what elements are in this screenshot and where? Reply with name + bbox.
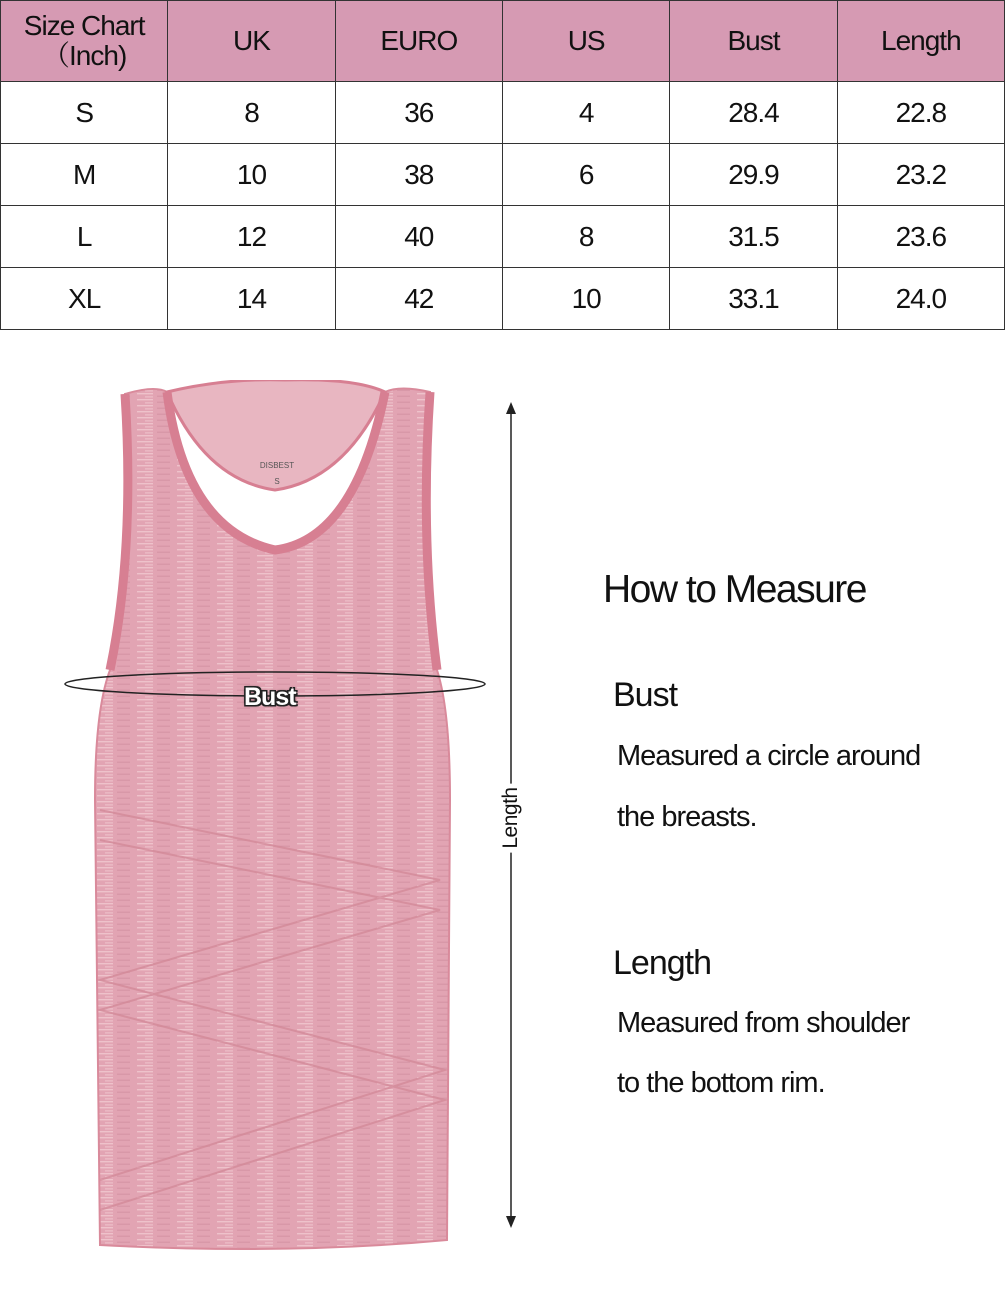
cell-size: M xyxy=(1,144,168,206)
bust-description-line1: Measured a circle around xyxy=(617,740,921,772)
cell-length: 22.8 xyxy=(837,82,1004,144)
length-label: Length xyxy=(499,783,523,852)
cell-bust: 28.4 xyxy=(670,82,837,144)
table-header-row xyxy=(1,1,1005,82)
cell-uk: 8 xyxy=(168,82,335,144)
cell-us: 4 xyxy=(502,82,669,144)
table-row xyxy=(1,268,1005,330)
cell-uk: 12 xyxy=(168,206,335,268)
cell-bust: 29.9 xyxy=(670,144,837,206)
tank-top-illustration xyxy=(55,380,535,1260)
table-row xyxy=(1,82,1005,144)
cell-us: 6 xyxy=(502,144,669,206)
header-size-chart-line1: Size Chart xyxy=(23,10,145,41)
cell-uk: 14 xyxy=(168,268,335,330)
how-to-measure-title: How to Measure xyxy=(603,568,866,611)
cell-bust: 33.1 xyxy=(670,268,837,330)
bust-label: Bust xyxy=(244,683,296,711)
length-description-line2: to the bottom rim. xyxy=(617,1067,825,1099)
header-length: Length xyxy=(837,1,1004,82)
cell-uk: 10 xyxy=(168,144,335,206)
header-uk: UK xyxy=(168,1,335,82)
cell-us: 8 xyxy=(502,206,669,268)
header-size-chart-line2: （Inch) xyxy=(42,40,127,71)
table-row xyxy=(1,144,1005,206)
bust-heading: Bust xyxy=(613,676,678,714)
cell-length: 23.6 xyxy=(837,206,1004,268)
cell-size: XL xyxy=(1,268,168,330)
cell-length: 24.0 xyxy=(837,268,1004,330)
cell-size: S xyxy=(1,82,168,144)
header-size-chart xyxy=(1,1,168,82)
cell-bust: 31.5 xyxy=(670,206,837,268)
table-row xyxy=(1,206,1005,268)
length-heading: Length xyxy=(613,944,711,982)
cell-euro: 42 xyxy=(335,268,502,330)
cell-us: 10 xyxy=(502,268,669,330)
header-euro: EURO xyxy=(335,1,502,82)
cell-size: L xyxy=(1,206,168,268)
cell-euro: 38 xyxy=(335,144,502,206)
racerback-panel xyxy=(167,380,385,490)
header-us: US xyxy=(502,1,669,82)
cell-euro: 40 xyxy=(335,206,502,268)
cell-length: 23.2 xyxy=(837,144,1004,206)
tag-brand: DISBEST xyxy=(259,461,295,470)
cell-euro: 36 xyxy=(335,82,502,144)
bust-description-line2: the breasts. xyxy=(617,801,757,833)
tag-size: S xyxy=(274,477,280,486)
right-armhole-trim xyxy=(426,392,437,670)
length-description-line1: Measured from shoulder xyxy=(617,1007,910,1039)
tank-top-body xyxy=(95,389,450,1250)
header-bust: Bust xyxy=(670,1,837,82)
size-chart-table xyxy=(0,0,1005,330)
